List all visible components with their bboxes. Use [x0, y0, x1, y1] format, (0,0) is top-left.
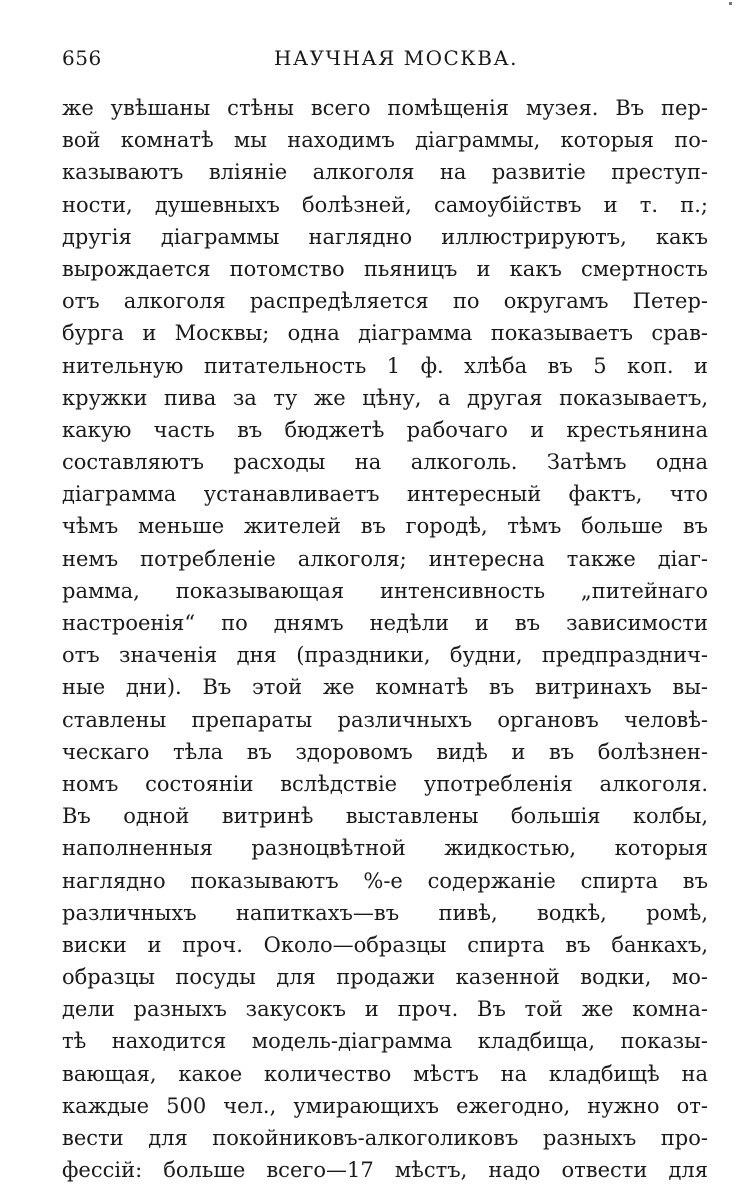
text-line: ности, душевныхъ болѣзней, самоубійствъ и т. п.;: [62, 192, 708, 217]
text-line: вой комнатѣ мы находимъ діаграммы, которыя по-: [62, 128, 708, 153]
text-line: тѣ находится модель-діаграмма кладбища, показы-: [62, 1029, 708, 1054]
text-line: наглядно показываютъ %-е содержаніе спирта въ: [62, 868, 708, 893]
text-line: какую часть въ бюджетѣ рабочаго и крестьянина: [62, 417, 708, 442]
page-header: [62, 46, 712, 76]
text-line: немъ потребленіе алкоголя; интересна также діаг-: [62, 546, 708, 571]
text-line: отъ алкоголя распредѣляется по округамъ Петер-: [62, 289, 708, 314]
text-line: виски и проч. Около—образцы спирта въ банкахъ,: [62, 932, 708, 957]
text-line: наполненныя разноцвѣтной жидкостью, которыя: [62, 836, 708, 861]
text-line: ческаго тѣла въ здоровомъ видѣ и въ болѣзнен-: [62, 739, 708, 764]
text-line: каждые 500 чел., умирающихъ ежегодно, нужно от-: [62, 1093, 708, 1118]
text-line: рамма, показывающая интенсивность „питейнаго: [62, 578, 708, 603]
scan-mark: [729, 2, 732, 5]
text-line: ставлены препараты различныхъ органовъ человѣ-: [62, 707, 708, 732]
text-line: дели разныхъ закусокъ и проч. Въ той же комна-: [62, 997, 708, 1022]
text-line: ные дни). Въ этой же комнатѣ въ витринахъ вы-: [62, 675, 708, 700]
text-line: казываютъ вліяніе алкоголя на развитіе преступ-: [62, 160, 708, 185]
page-number: 656: [62, 46, 102, 70]
text-line: отъ значенія дня (праздники, будни, предпразднич-: [62, 643, 708, 668]
text-line: фессій: больше всего—17 мѣстъ, надо отвести для: [62, 1158, 708, 1183]
text-line: различныхъ напиткахъ—въ пивѣ, водкѣ, ромѣ,: [62, 900, 708, 925]
running-title: НАУЧНАЯ МОСКВА.: [274, 46, 518, 70]
text-line: вырождается потомство пьяницъ и какъ смертность: [62, 256, 708, 281]
text-line: же увѣшаны стѣны всего помѣщенія музея. Въ пер-: [62, 96, 708, 120]
text-line: образцы посуды для продажи казенной водки, мо-: [62, 965, 708, 990]
text-line: чѣмъ меньше жителей въ городѣ, тѣмъ больше въ: [62, 514, 708, 539]
text-line: вести для покойниковъ-алкоголиковъ разныхъ про-: [62, 1126, 708, 1150]
text-line: бурга и Москвы; одна діаграмма показываетъ срав-: [62, 321, 708, 346]
text-line: составляютъ расходы на алкоголь. Затѣмъ одна: [62, 450, 708, 475]
text-line: вающая, какое количество мѣстъ на кладбищѣ на: [62, 1061, 708, 1086]
body-text: [62, 92, 708, 1186]
text-line: діаграмма устанавливаетъ интересный фактъ, что: [62, 482, 708, 507]
text-line: настроенія“ по днямъ недѣли и въ зависимости: [62, 611, 708, 635]
text-line: кружки пива за ту же цѣну, а другая показываетъ,: [62, 385, 708, 410]
text-line: номъ состояніи вслѣдствіе употребленія алкоголя.: [62, 771, 708, 796]
text-line: нительную питательность 1 ф. хлѣба въ 5 коп. и: [62, 353, 708, 378]
text-line: другія діаграммы наглядно иллюстрируютъ, какъ: [62, 224, 708, 249]
text-line: Въ одной витринѣ выставлены большія колбы,: [62, 804, 708, 829]
